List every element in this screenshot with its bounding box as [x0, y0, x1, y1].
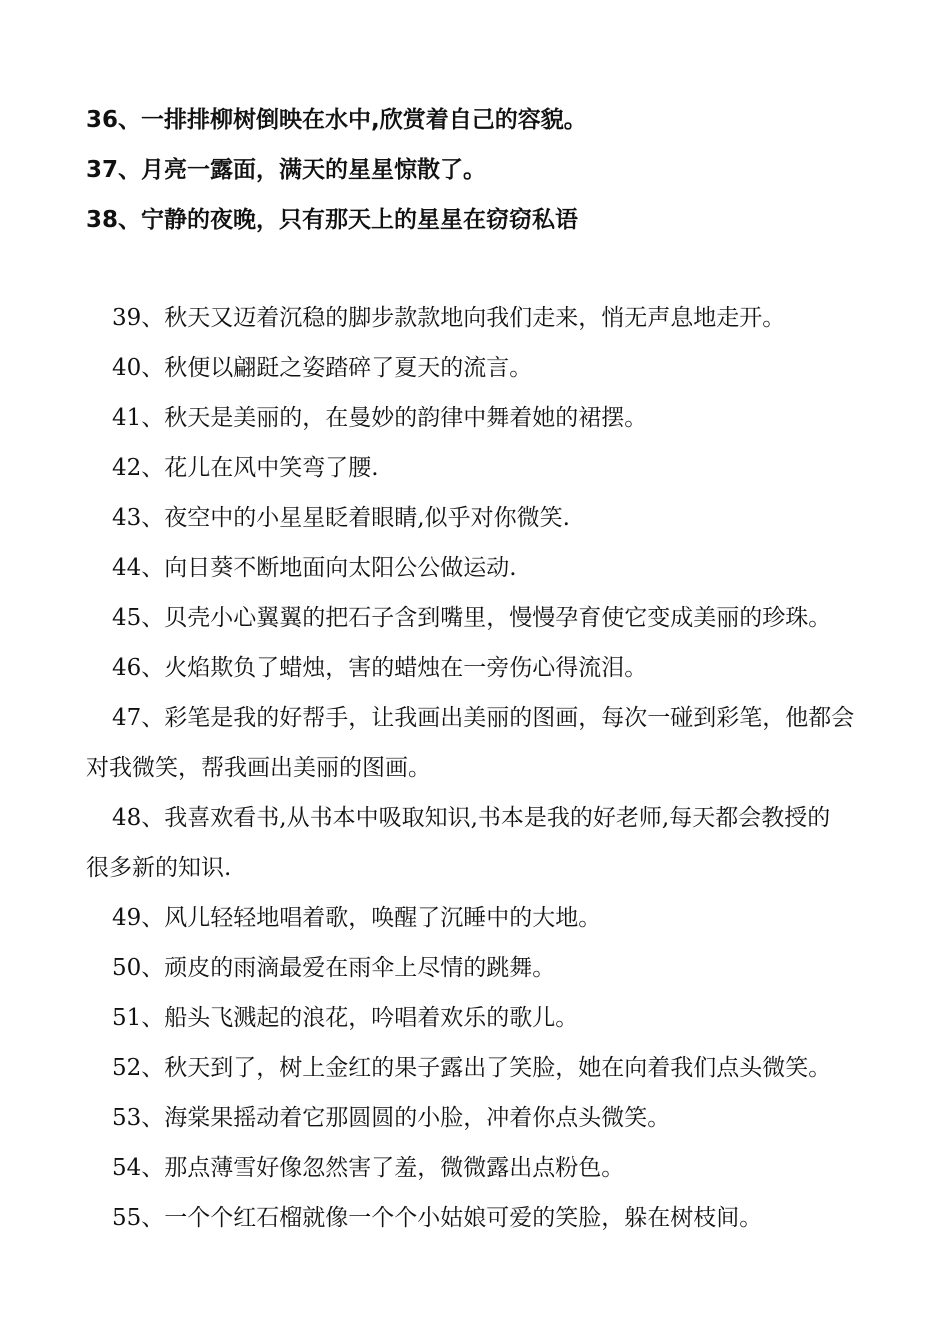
sentence-45: 45、贝壳小心翼翼的把石子含到嘴里，慢慢孕育使它变成美丽的珍珠。 — [112, 605, 832, 631]
sentence-47-line-2: 对我微笑，帮我画出美丽的图画。 — [86, 755, 431, 781]
sentence-47-line-1: 47、彩笔是我的好帮手，让我画出美丽的图画，每次一碰到彩笔，他都会 — [112, 705, 855, 731]
sentence-49: 49、风儿轻轻地唱着歌，唤醒了沉睡中的大地。 — [112, 905, 602, 931]
sentence-43: 43、夜空中的小星星眨着眼睛,似乎对你微笑. — [112, 505, 570, 531]
sentence-48-line-2: 很多新的知识. — [86, 855, 232, 881]
sentence-42: 42、花儿在风中笑弯了腰. — [112, 455, 379, 481]
sentence-41: 41、秋天是美丽的，在曼妙的韵律中舞着她的裙摆。 — [112, 405, 648, 431]
sentence-53: 53、海棠果摇动着它那圆圆的小脸，冲着你点头微笑。 — [112, 1105, 671, 1131]
sentence-51: 51、船头飞溅起的浪花，吟唱着欢乐的歌儿。 — [112, 1005, 579, 1031]
sentence-44: 44、向日葵不断地面向太阳公公做运动. — [112, 555, 517, 581]
sentence-50: 50、顽皮的雨滴最爱在雨伞上尽情的跳舞。 — [112, 955, 556, 981]
sentence-52: 52、秋天到了，树上金红的果子露出了笑脸，她在向着我们点头微笑。 — [112, 1055, 832, 1081]
sentence-54: 54、那点薄雪好像忽然害了羞，微微露出点粉色。 — [112, 1155, 625, 1181]
sentence-48-line-1: 48、我喜欢看书,从书本中吸取知识,书本是我的好老师,每天都会教授的 — [112, 805, 831, 831]
sentence-37: 37、月亮一露面，满天的星星惊散了。 — [86, 157, 487, 183]
sentence-40: 40、秋便以翩跹之姿踏碎了夏天的流言。 — [112, 355, 533, 381]
sentence-46: 46、火焰欺负了蜡烛，害的蜡烛在一旁伤心得流泪。 — [112, 655, 648, 681]
sentence-38: 38、宁静的夜晚，只有那天上的星星在窃窃私语 — [86, 207, 579, 233]
sentence-55: 55、一个个红石榴就像一个个小姑娘可爱的笑脸，躲在树枝间。 — [112, 1205, 763, 1231]
sentence-39: 39、秋天又迈着沉稳的脚步款款地向我们走来，悄无声息地走开。 — [112, 305, 786, 331]
sentence-36: 36、一排排柳树倒映在水中,欣赏着自己的容貌。 — [86, 107, 587, 133]
